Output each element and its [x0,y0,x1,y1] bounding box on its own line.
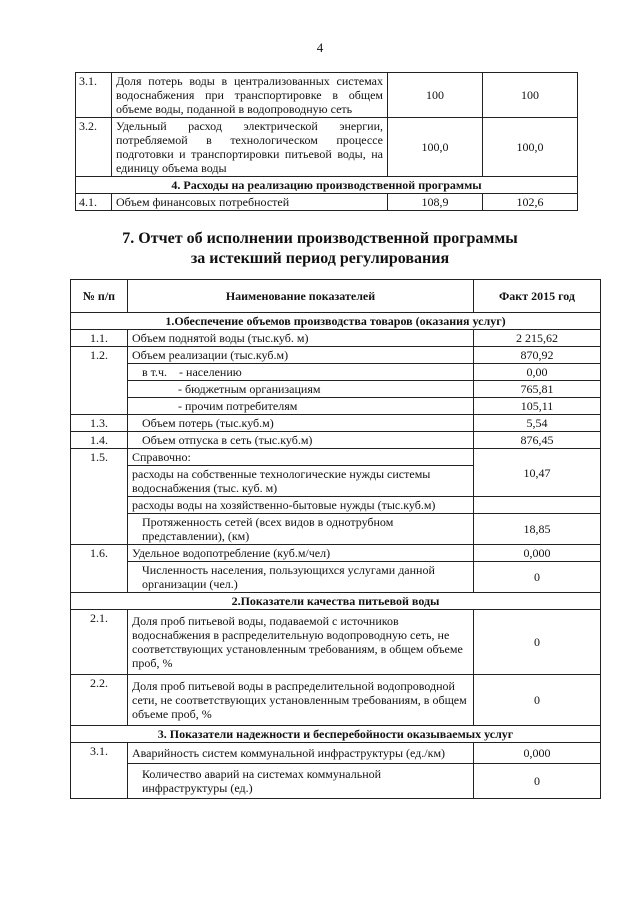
row-value-empty [474,497,601,514]
row-text: Объем поднятой воды (тыс.куб. м) [128,330,474,347]
heading-line-2: за истекший период регулирования [190,250,450,267]
table-row [76,73,578,118]
table-row [71,610,601,675]
table-row [71,764,601,799]
table-row [76,118,578,177]
report-table [70,279,601,799]
row-value: 876,45 [474,432,601,449]
row-value-2: 100 [483,73,578,118]
header-name: Наименование показателей [128,280,474,313]
row-value: 0,00 [474,364,601,381]
table-row [71,364,601,381]
table-row [71,449,601,466]
table-row [71,675,601,726]
top-table [75,72,578,211]
row-text: Доля проб питьевой воды в распределительной водопроводной сети, не соответствующих установленным требованиям, в общем объеме проб, % [128,675,474,726]
header-num: № п/п [71,280,128,313]
row-value: 5,54 [474,415,601,432]
row-value: 105,11 [474,398,601,415]
row-number: 3.1. [76,73,112,118]
section-3-title: 3. Показатели надежности и бесперебойности оказываемых услуг [71,726,601,743]
section-row [71,726,601,743]
row-value-1: 108,9 [388,194,483,211]
header-fact: Факт 2015 год [474,280,601,313]
table-row [71,415,601,432]
row-value: 2 215,62 [474,330,601,347]
table-row [71,545,601,562]
row-text: Объем финансовых потребностей [112,194,388,211]
row-text: Справочно: [128,449,474,466]
row-value: 0 [474,675,601,726]
table-row [76,194,578,211]
row-text: Объем потерь (тыс.куб.м) [128,415,474,432]
row-text: - бюджетным организациям [128,381,474,398]
table-row [71,497,601,514]
row-value-1: 100,0 [388,118,483,177]
row-text: Количество аварий на системах коммунальной инфраструктуры (ед.) [128,764,474,799]
section-4-title: 4. Расходы на реализацию производственной программы [76,177,578,194]
row-value-1: 100 [388,73,483,118]
row-value: 10,47 [474,449,601,497]
section-row [71,593,601,610]
row-text: Численность населения, пользующихся услугами данной организации (чел.) [128,562,474,593]
row-text: Доля потерь воды в централизованных системах водоснабжения при транспортировке в общем объеме воды, поданной в водопроводную сеть [112,73,388,118]
row-value: 870,92 [474,347,601,364]
row-value: 0,000 [474,743,601,764]
row-text: Объем отпуска в сеть (тыс.куб.м) [128,432,474,449]
row-number: 3.1. [71,743,128,799]
row-number: 1.3. [71,415,128,432]
row-number: 2.2. [71,675,128,726]
row-text: Аварийность систем коммунальной инфраструктуры (ед./км) [128,743,474,764]
table-row [71,347,601,364]
report-heading [0,229,640,269]
row-text: расходы воды на хозяйственно-бытовые нужды (тыс.куб.м) [128,497,474,514]
table-row [71,381,601,398]
row-value: 0 [474,610,601,675]
row-value: 0 [474,764,601,799]
row-number: 1.4. [71,432,128,449]
row-value: 18,85 [474,514,601,545]
heading-line-1: 7. Отчет об исполнении производственной программы [122,230,518,247]
page-number: 4 [316,40,324,55]
table-row [71,330,601,347]
row-text: Протяженность сетей (всех видов в однотрубном представлении), (км) [128,514,474,545]
row-number: 1.5. [71,449,128,545]
row-number: 2.1. [71,610,128,675]
section-row [76,177,578,194]
table-row [71,514,601,545]
row-text: Доля проб питьевой воды, подаваемой с источников водоснабжения в распределительную водопроводную сеть, не соответствующих установленным требованиям, в общем объеме проб, % [128,610,474,675]
section-2-title: 2.Показатели качества питьевой воды [71,593,601,610]
section-1-title: 1.Обеспечение объемов производства товаров (оказания услуг) [71,313,601,330]
row-value: 0 [474,562,601,593]
row-text: расходы на собственные технологические нужды системы водоснабжения (тыс. куб. м) [128,466,474,497]
row-number: 1.6. [71,545,128,593]
row-value-2: 100,0 [483,118,578,177]
section-row [71,313,601,330]
table-row [71,743,601,764]
row-value-2: 102,6 [483,194,578,211]
row-number: 3.2. [76,118,112,177]
row-number: 1.1. [71,330,128,347]
row-text: в т.ч. - населению [128,364,474,381]
row-number: 1.2. [71,347,128,415]
header-row [71,280,601,313]
row-text: Удельный расход электрической энергии, потребляемой в технологическом процессе подготовки и транспортировки питьевой воды, на единицу объема воды [112,118,388,177]
row-number: 4.1. [76,194,112,211]
table-row [71,432,601,449]
table-row [71,562,601,593]
row-value: 0,000 [474,545,601,562]
row-text: - прочим потребителям [128,398,474,415]
row-text: Удельное водопотребление (куб.м/чел) [128,545,474,562]
table-row [71,398,601,415]
row-text: Объем реализации (тыс.куб.м) [128,347,474,364]
row-value: 765,81 [474,381,601,398]
